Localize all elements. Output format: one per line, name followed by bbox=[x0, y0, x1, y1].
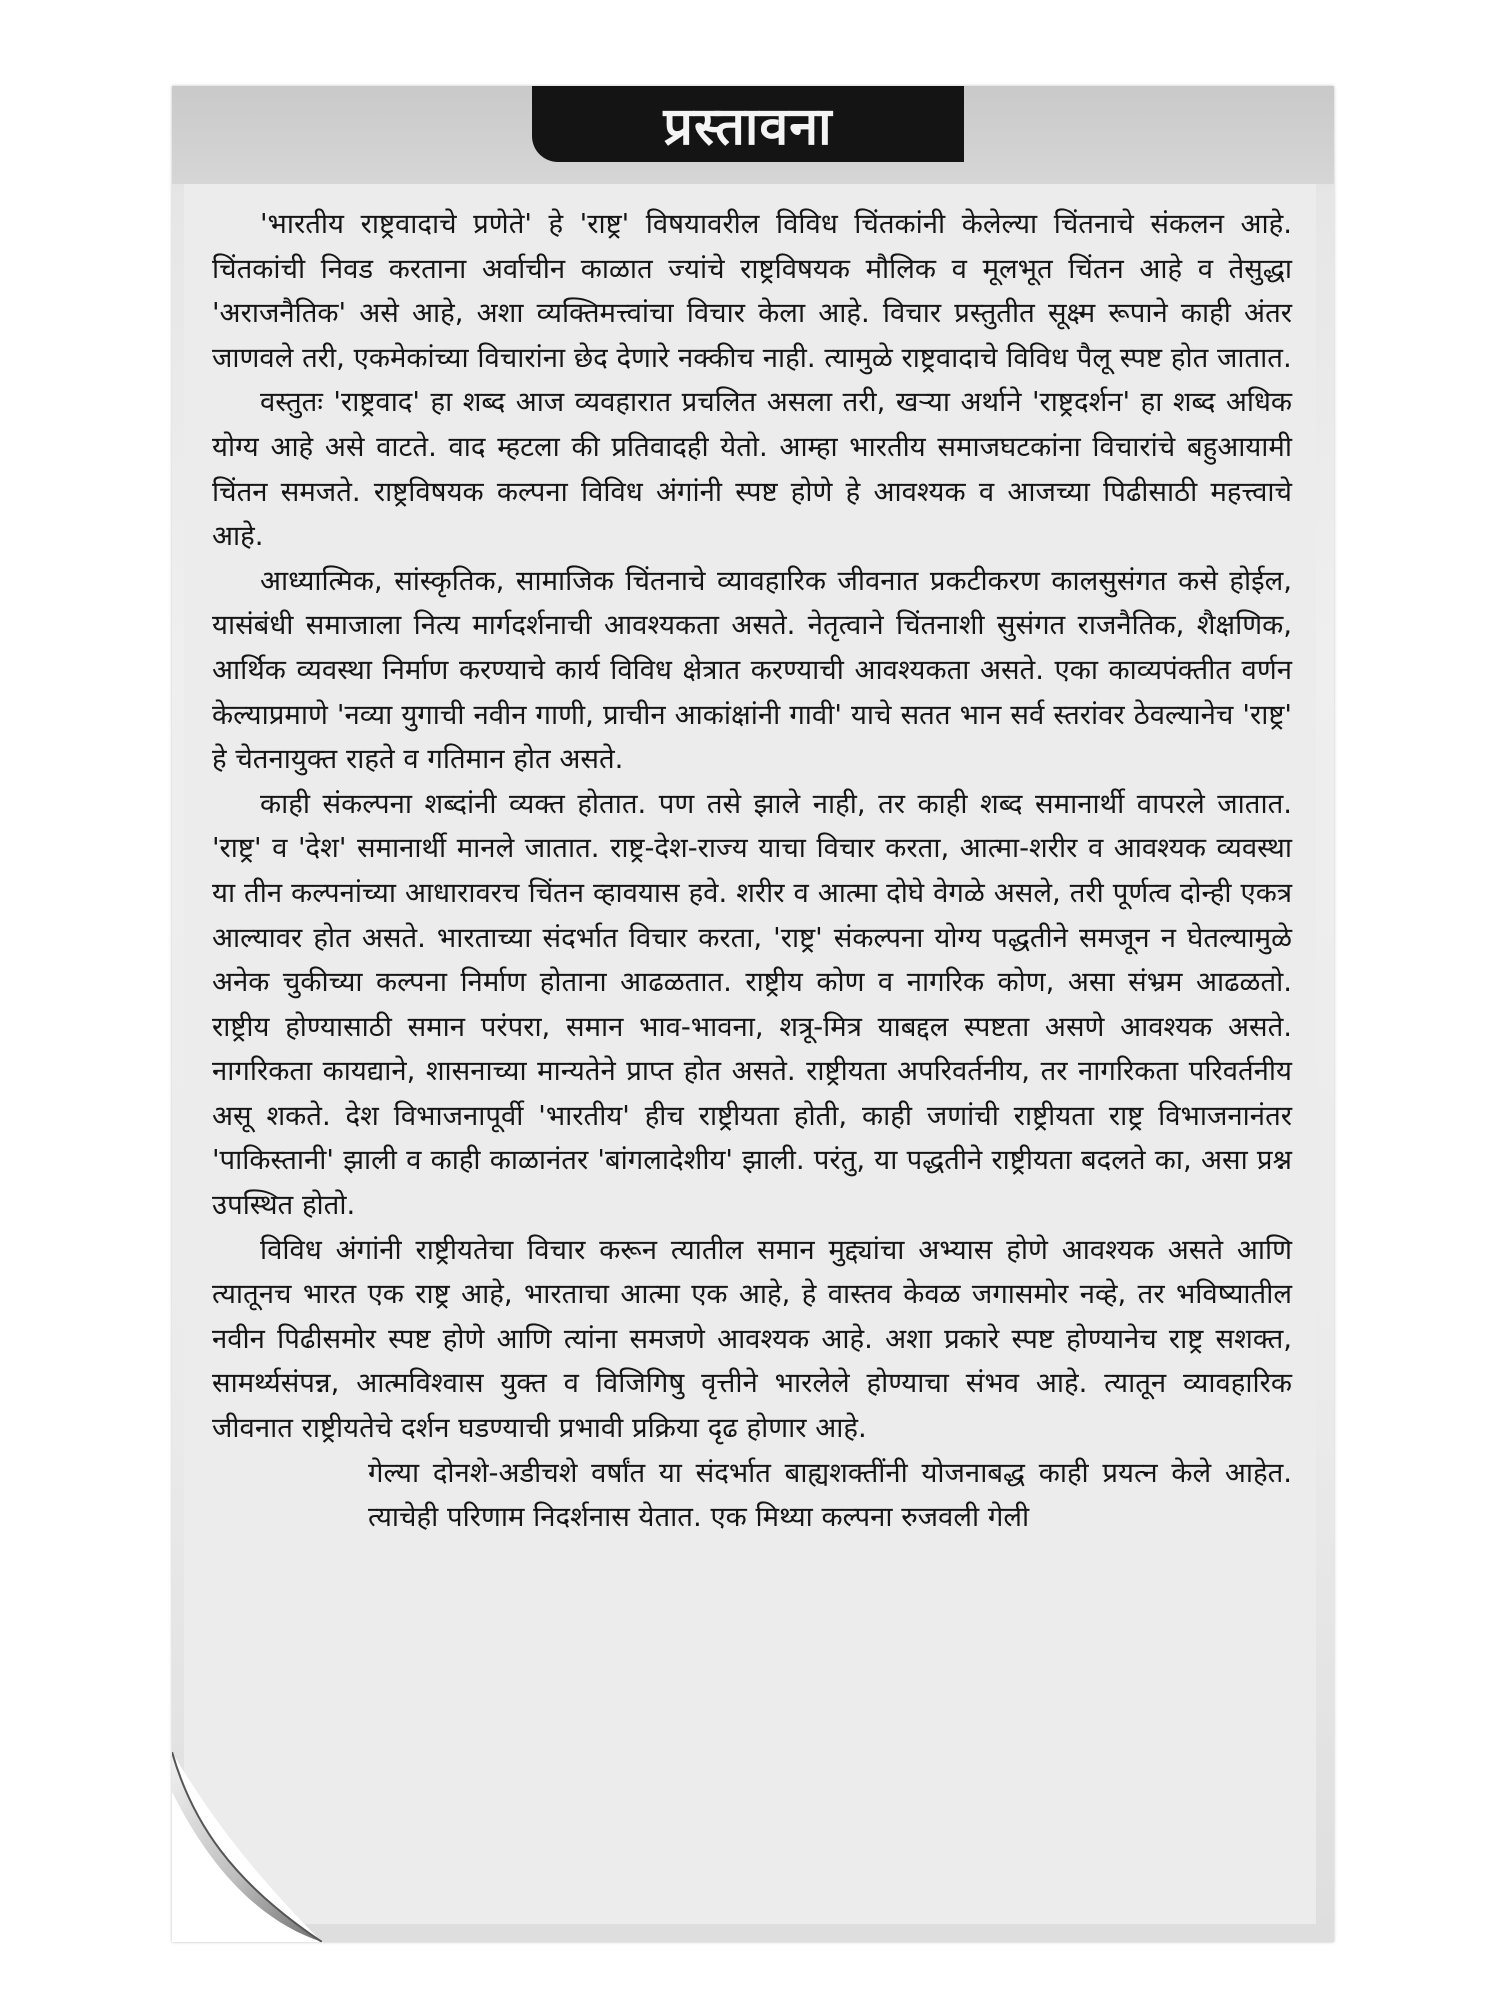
paragraph-4: काही संकल्पना शब्दांनी व्यक्त होतात. पण तसे झाले नाही, तर काही शब्द समानार्थी वापरले जातात. 'राष्ट्र' व 'देश' समानार्थी मानले जातात. राष्ट्र-देश-राज्य याचा विचार करता, आत्मा-शरीर व आवश्यक व्यवस्था या तीन कल्पनांच्या आधारावरच चिंतन व्हावयास हवे. शरीर व आत्मा दोघे वेगळे असले, तरी पूर्णत्व दोन्ही एकत्र आल्यावर होत असते. भारताच्या संदर्भात विचार करता, 'राष्ट्र' संकल्पना योग्य पद्धतीने समजून न घेतल्यामुळे अनेक चुकीच्या कल्पना निर्माण होताना आढळतात. राष्ट्रीय कोण व नागरिक कोण, असा संभ्रम आढळतो. राष्ट्रीय होण्यासाठी समान परंपरा, समान भाव-भावना, शत्रू-मित्र याबद्दल स्पष्टता असणे आवश्यक असते. नागरिकता कायद्याने, शासनाच्या मान्यतेने प्राप्त होत असते. राष्ट्रीयता अपरिवर्तनीय, तर नागरिकता परिवर्तनीय असू शकते. देश विभाजनापूर्वी 'भारतीय' हीच राष्ट्रीयता होती, काही जणांची राष्ट्रीयता राष्ट्र विभाजनानंतर 'पाकिस्तानी' झाली व काही काळानंतर 'बांगलादेशीय' झाली. परंतु, या पद्धतीने राष्ट्रीयता बदलते का, असा प्रश्न उपस्थित होतो. bbox=[212, 787, 1292, 1222]
page-title: प्रस्तावना bbox=[663, 96, 833, 157]
paragraph-2: वस्तुतः 'राष्ट्रवाद' हा शब्द आज व्यवहारात प्रचलित असला तरी, खऱ्या अर्थाने 'राष्ट्रदर्शन' हा शब्द अधिक योग्य आहे असे वाटते. वाद म्हटला की प्रतिवादही येतो. आम्हा भारतीय समाजघटकांना विचारांचे बहुआयामी चिंतन समजते. राष्ट्रविषयक कल्पना विविध अंगांनी स्पष्ट होणे हे आवश्यक व आजच्या पिढीसाठी महत्त्वाचे आहे. bbox=[212, 386, 1292, 553]
header-band bbox=[172, 86, 1334, 184]
body-text bbox=[212, 202, 1292, 1540]
page-curl-graphic bbox=[172, 1752, 322, 1942]
paragraph-6: गेल्या दोनशे-अडीचशे वर्षांत या संदर्भात बाह्यशक्तींनी योजनाबद्ध काही प्रयत्न केले आहेत. त्याचेही परिणाम निदर्शनास येतात. एक मिथ्या कल्पना रुजवली गेली bbox=[368, 1456, 1292, 1534]
paragraph-3: आध्यात्मिक, सांस्कृतिक, सामाजिक चिंतनाचे व्यावहारिक जीवनात प्रकटीकरण कालसुसंगत कसे होईल, यासंबंधी समाजाला नित्य मार्गदर्शनाची आवश्यकता असते. नेतृत्वाने चिंतनाशी सुसंगत राजनैतिक, शैक्षणिक, आर्थिक व्यवस्था निर्माण करण्याचे कार्य विविध क्षेत्रात करण्याची आवश्यकता असते. एका काव्यपंक्तीत वर्णन केल्याप्रमाणे 'नव्या युगाची नवीन गाणी, प्राचीन आकांक्षांनी गावी' याचे सतत भान सर्व स्तरांवर ठेवल्यानेच 'राष्ट्र' हे चेतनायुक्त राहते व गतिमान होत असते. bbox=[212, 564, 1292, 776]
book-page bbox=[172, 86, 1334, 1942]
title-box bbox=[532, 86, 964, 162]
paragraph-1: 'भारतीय राष्ट्रवादाचे प्रणेते' हे 'राष्ट्र' विषयावरील विविध चिंतकांनी केलेल्या चिंतनाचे संकलन आहे. चिंतकांची निवड करताना अर्वाचीन काळात ज्यांचे राष्ट्रविषयक मौलिक व मूलभूत चिंतन आहे व तेसुद्धा 'अराजनैतिक' असे आहे, अशा व्यक्तिमत्त्वांचा विचार केला आहे. विचार प्रस्तुतीत सूक्ष्म रूपाने काही अंतर जाणवले तरी, एकमेकांच्या विचारांना छेद देणारे नक्कीच नाही. त्यामुळे राष्ट्रवादाचे विविध पैलू स्पष्ट होत जातात. bbox=[212, 208, 1292, 374]
page-content bbox=[184, 184, 1316, 1924]
paragraph-5: विविध अंगांनी राष्ट्रीयतेचा विचार करून त्यातील समान मुद्द्यांचा अभ्यास होणे आवश्यक असते आणि त्यातूनच भारत एक राष्ट्र आहे, भारताचा आत्मा एक आहे, हे वास्तव केवळ जगासमोर नव्हे, तर भविष्यातील नवीन पिढीसमोर स्पष्ट होणे आणि त्यांना समजणे आवश्यक आहे. अशा प्रकारे स्पष्ट होण्यानेच राष्ट्र सशक्त, सामर्थ्यसंपन्न, आत्मविश्वास युक्त व विजिगिषु वृत्तीने भारलेले होण्याचा संभव आहे. त्यातून व्यावहारिक जीवनात राष्ट्रीयतेचे दर्शन घडण्याची प्रभावी प्रक्रिया दृढ होणार आहे. bbox=[212, 1233, 1292, 1445]
